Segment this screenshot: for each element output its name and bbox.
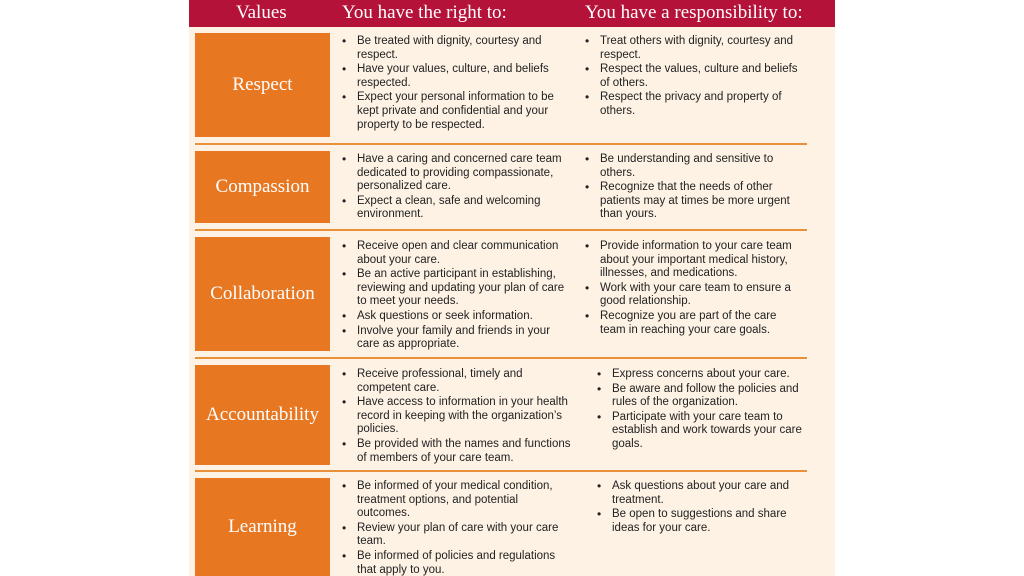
responsibility-item: • Respect the privacy and property of others. <box>585 91 800 118</box>
rights-compassion <box>342 153 572 223</box>
responsibility-item: • Participate with your care team to establish and work towards your care goals. <box>597 411 802 452</box>
right-item: • Expect your personal information to be kept private and confidential and your property to be respected. <box>342 91 572 132</box>
right-item: • Review your plan of care with your care team. <box>342 522 572 549</box>
responsibility-item: • Ask questions about your care and treatment. <box>597 480 802 507</box>
responsibility-item: • Express concerns about your care. <box>597 368 802 382</box>
table-header <box>189 0 835 27</box>
header-right: You have the right to: <box>342 2 507 23</box>
responsibility-item: • Recognize you are part of the care team in reaching your care goals. <box>585 310 800 337</box>
responsibility-item: • Be aware and follow the policies and rules of the organization. <box>597 383 802 410</box>
value-accountability: Accountability <box>195 365 330 465</box>
row-divider <box>195 357 807 359</box>
right-item: • Be provided with the names and functions of members of your care team. <box>342 438 572 465</box>
rights-collaboration <box>342 240 572 353</box>
right-item: • Be informed of your medical condition, treatment options, and potential outcomes. <box>342 480 572 521</box>
responsibility-item: • Recognize that the needs of other patients may at times be more urgent than yours. <box>585 181 800 222</box>
responsibility-item: • Be understanding and sensitive to others. <box>585 153 800 180</box>
responsibility-item: • Be open to suggestions and share ideas for your care. <box>597 508 802 535</box>
row-divider <box>195 470 807 472</box>
right-item: • Be informed of policies and regulations that apply to you. <box>342 550 572 576</box>
value-collaboration: Collaboration <box>195 237 330 351</box>
rights-respect <box>342 35 572 133</box>
header-values: Values <box>236 2 287 23</box>
row-divider <box>195 143 807 145</box>
rights-learning <box>342 480 572 576</box>
responsibilities-compassion <box>585 153 800 223</box>
right-item: • Be treated with dignity, courtesy and respect. <box>342 35 572 62</box>
header-responsibility: You have a responsibility to: <box>585 2 803 23</box>
right-item: • Have access to information in your health record in keeping with the organization’s policies. <box>342 396 572 437</box>
right-item: • Involve your family and friends in your care as appropriate. <box>342 325 572 352</box>
responsibility-item: • Respect the values, culture and beliefs of others. <box>585 63 800 90</box>
responsibilities-learning <box>597 480 802 536</box>
row-divider <box>195 229 807 231</box>
right-item: • Receive professional, timely and competent care. <box>342 368 572 395</box>
right-item: • Have your values, culture, and beliefs respected. <box>342 63 572 90</box>
value-compassion: Compassion <box>195 151 330 223</box>
responsibility-item: • Provide information to your care team about your important medical history, illnesses, and medications. <box>585 240 800 281</box>
responsibilities-accountability <box>597 368 802 453</box>
value-respect: Respect <box>195 33 330 137</box>
right-item: • Expect a clean, safe and welcoming environment. <box>342 195 572 222</box>
responsibilities-respect <box>585 35 800 120</box>
responsibility-item: • Treat others with dignity, courtesy and respect. <box>585 35 800 62</box>
responsibility-item: • Work with your care team to ensure a good relationship. <box>585 282 800 309</box>
right-item: • Be an active participant in establishing, reviewing and updating your plan of care to meet your needs. <box>342 268 572 309</box>
rights-accountability <box>342 368 572 466</box>
value-learning: Learning <box>195 478 330 576</box>
responsibilities-collaboration <box>585 240 800 338</box>
right-item: • Ask questions or seek information. <box>342 310 572 324</box>
values-table <box>189 0 835 576</box>
right-item: • Have a caring and concerned care team dedicated to providing compassionate, personalized care. <box>342 153 572 194</box>
right-item: • Receive open and clear communication about your care. <box>342 240 572 267</box>
